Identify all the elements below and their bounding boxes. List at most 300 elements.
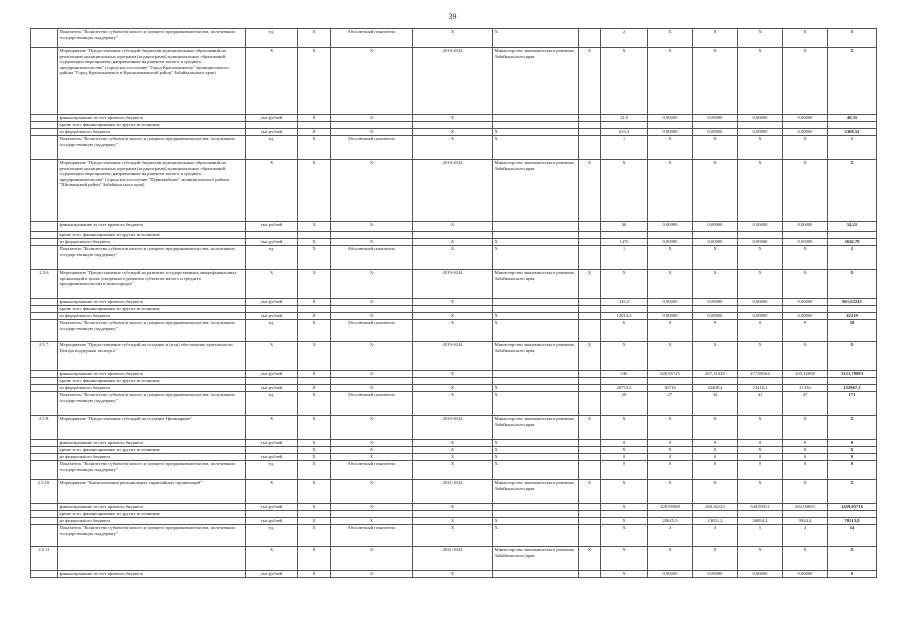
table-cell: X <box>579 416 601 440</box>
table-cell: X <box>298 525 331 547</box>
table-cell: 0,00000 <box>648 239 693 246</box>
table-cell <box>31 48 58 115</box>
table-cell: X <box>331 571 413 578</box>
table-cell: 0 <box>828 454 877 461</box>
table-cell: X <box>413 313 493 320</box>
table-cell: X <box>648 48 693 115</box>
table-cell: Абсолютный показатель <box>331 525 413 547</box>
table-cell: финансирование за счет краевого бюджета <box>58 115 246 122</box>
table-cell: 0,00000 <box>783 115 828 122</box>
table-cell <box>31 378 58 385</box>
table-cell: 457,31429 <box>693 371 738 378</box>
table-cell: X <box>331 454 413 461</box>
table-cell: финансирование за счет краевого бюджета <box>58 440 246 447</box>
table-cell: 1 <box>601 246 648 270</box>
table-cell: ед. <box>246 525 298 547</box>
table-cell: 70513,8 <box>828 518 877 525</box>
table-cell: 245,2 <box>601 299 648 306</box>
table-cell <box>579 306 601 313</box>
table-cell <box>31 299 58 306</box>
table-cell: тыс.рублей <box>246 385 298 392</box>
table-cell: Министерство экономического развития Забайкальского края <box>493 342 579 371</box>
table-cell: 861,62245 <box>828 299 877 306</box>
table-cell: Мероприятие "Предоставление субсидий бюджетам муниципальных образований на реализацию муниципальных программ (подпрограмм) муниципальных образований, содержащих мероприятия, направленные на развитие малого и среднего предпринимательства" (городское поселение "Первомайское" муниципального района "Шилкинский район" Забайкальского края) <box>58 160 246 222</box>
table-cell: 0 <box>648 320 693 342</box>
table-cell: 0,00000 <box>783 239 828 246</box>
table-cell: 2019-2024 <box>413 48 493 115</box>
table-cell: X <box>298 571 331 578</box>
table-cell: X <box>601 518 648 525</box>
table-cell <box>579 461 601 480</box>
table-cell: 1 <box>601 136 648 160</box>
table-cell: X <box>738 447 783 454</box>
table-cell: X <box>493 136 579 160</box>
table-row <box>31 129 877 136</box>
table-cell <box>31 392 58 416</box>
table-cell: X <box>579 480 601 504</box>
table-cell: X <box>493 518 579 525</box>
table-cell <box>493 504 579 511</box>
table-cell: X <box>331 480 413 504</box>
table-cell: X <box>413 454 493 461</box>
table-cell: X <box>331 504 413 511</box>
table-cell <box>31 232 58 239</box>
table-cell <box>246 378 298 385</box>
table-cell <box>298 122 331 129</box>
table-row <box>31 320 877 342</box>
table-cell <box>579 518 601 525</box>
table-cell: Показатель "Количество субъектов малого и среднего предпринимательства, получивших государственную поддержку" <box>58 29 246 48</box>
table-cell: 20 <box>601 392 648 416</box>
table-cell: X <box>246 270 298 299</box>
table-cell: 152967,2 <box>828 385 877 392</box>
table-cell: X <box>413 320 493 342</box>
table-cell: X <box>298 48 331 115</box>
table-cell: 0 <box>783 454 828 461</box>
table-row <box>31 547 877 571</box>
table-cell: X <box>298 461 331 480</box>
table-cell: X <box>738 48 783 115</box>
table-cell: Мероприятие "Предоставление субсидий бюджетам муниципальных образований на реализацию муниципальных программ (подпрограмм) муниципальных образований, содержащих мероприятия, направленные на развитие малого и среднего предпринимательства" (городское поселение "Город Краснокаменск" муниципального района "Город Краснокаменск и Краснокаменский район" Забайкальского края) <box>58 48 246 115</box>
table-cell: X <box>298 320 331 342</box>
table-row <box>31 385 877 392</box>
table-cell: кроме того, финансирование из других источников: <box>58 447 246 454</box>
table-cell: ед. <box>246 320 298 342</box>
table-cell: X <box>493 313 579 320</box>
table-cell: X <box>331 342 413 371</box>
table-cell: 171 <box>828 392 877 416</box>
table-cell: 3 <box>693 525 738 547</box>
table-cell: Министерство экономического развития Забайкальского края <box>493 547 579 571</box>
table-row <box>31 29 877 48</box>
table-cell: 0,00000 <box>738 239 783 246</box>
table-cell <box>31 385 58 392</box>
table-cell: X <box>413 392 493 416</box>
table-cell <box>493 232 579 239</box>
table-cell <box>579 246 601 270</box>
table-cell: X <box>331 385 413 392</box>
table-cell: тыс.рублей <box>246 313 298 320</box>
table-cell: X <box>783 480 828 504</box>
table-cell: 3121,78983 <box>828 371 877 378</box>
table-row <box>31 270 877 299</box>
table-cell: X <box>493 29 579 48</box>
table-cell: 2.5.10. <box>31 480 58 504</box>
table-cell: тыс.рублей <box>246 239 298 246</box>
table-cell: X <box>331 371 413 378</box>
table-cell <box>31 222 58 232</box>
table-cell <box>579 320 601 342</box>
table-cell: 54,22 <box>828 222 877 232</box>
table-cell: 202,94694 <box>783 504 828 511</box>
table-cell: X <box>828 447 877 454</box>
table-cell: 34 <box>693 392 738 416</box>
table-cell: X <box>828 160 877 222</box>
table-cell <box>298 306 331 313</box>
table-cell: X <box>601 571 648 578</box>
table-cell: X <box>331 440 413 447</box>
table-cell: 0,00000 <box>783 129 828 136</box>
table-cell: 0 <box>738 454 783 461</box>
table-cell: X <box>648 136 693 160</box>
table-cell: X <box>693 270 738 299</box>
table-cell <box>579 571 601 578</box>
table-cell: X <box>413 29 493 48</box>
table-cell: X <box>298 129 331 136</box>
table-cell: X <box>783 29 828 48</box>
table-cell: 12,9 <box>601 115 648 122</box>
table-cell: 0 <box>738 440 783 447</box>
table-cell: 0,00000 <box>648 299 693 306</box>
table-cell: X <box>648 416 693 440</box>
table-cell: 0 <box>828 440 877 447</box>
table-cell <box>31 136 58 160</box>
table-cell: 615,3 <box>601 129 648 136</box>
table-cell: X <box>493 454 579 461</box>
table-cell: тыс.рублей <box>246 222 298 232</box>
table-cell: X <box>298 416 331 440</box>
table-cell <box>579 525 601 547</box>
table-cell <box>31 122 58 129</box>
table-cell: 2021-2024 <box>413 547 493 571</box>
table-cell: X <box>298 270 331 299</box>
table-cell: X <box>493 525 579 547</box>
table-cell: Абсолютный показатель <box>331 461 413 480</box>
table-cell: X <box>601 504 648 511</box>
table-cell: тыс.рублей <box>246 115 298 122</box>
table-cell: финансирование за счет краевого бюджета <box>58 371 246 378</box>
table-cell <box>693 511 738 518</box>
table-cell: 0 <box>648 454 693 461</box>
table-cell: X <box>493 246 579 270</box>
table-cell <box>693 378 738 385</box>
table-cell: 0 <box>601 454 648 461</box>
table-cell: X <box>413 504 493 511</box>
table-cell: X <box>493 447 579 454</box>
table-cell: X <box>413 518 493 525</box>
table-cell <box>828 378 877 385</box>
table-cell: ед. <box>246 246 298 270</box>
table-cell: X <box>493 320 579 342</box>
table-cell <box>828 122 877 129</box>
table-cell: Министерство экономического развития Забайкальского края <box>493 48 579 115</box>
table-cell: X <box>579 160 601 222</box>
table-cell <box>31 239 58 246</box>
table-cell: X <box>413 447 493 454</box>
table-cell: Министерство экономического развития Забайкальского края <box>493 270 579 299</box>
table-row <box>31 371 877 378</box>
table-row <box>31 378 877 385</box>
table-cell <box>601 122 648 129</box>
table-row <box>31 313 877 320</box>
table-cell <box>413 306 493 313</box>
table-cell: 0,00000 <box>738 129 783 136</box>
table-cell <box>31 440 58 447</box>
table-cell <box>579 122 601 129</box>
table-cell <box>579 313 601 320</box>
table-cell: X <box>413 136 493 160</box>
table-cell: 0,00000 <box>783 222 828 232</box>
table-cell <box>31 115 58 122</box>
table-cell: 0,00000 <box>693 222 738 232</box>
table-cell: Мероприятие "Предоставление субсидий на создание Промпарков" <box>58 416 246 440</box>
table-cell: X <box>298 136 331 160</box>
table-cell: X <box>493 440 579 447</box>
table-cell: X <box>579 270 601 299</box>
table-cell: 12014,3 <box>601 313 648 320</box>
table-cell <box>298 511 331 518</box>
table-cell <box>693 232 738 239</box>
table-cell: 30 <box>601 222 648 232</box>
table-cell <box>579 115 601 122</box>
table-row <box>31 306 877 313</box>
table-cell: X <box>413 222 493 232</box>
table-cell <box>783 122 828 129</box>
table-cell: из федерального бюджета <box>58 239 246 246</box>
table-cell: X <box>298 299 331 306</box>
table-cell: X <box>693 160 738 222</box>
table-cell: X <box>601 160 648 222</box>
table-cell: финансирование за счет краевого бюджета <box>58 222 246 232</box>
table-cell: 27 <box>648 392 693 416</box>
table-cell: 14 <box>828 525 877 547</box>
table-cell: 2019-2024 <box>413 160 493 222</box>
table-cell: тыс.рублей <box>246 129 298 136</box>
table-cell: финансирование за счет краевого бюджета <box>58 571 246 578</box>
table-cell: 42219 <box>828 313 877 320</box>
table-cell: X <box>693 480 738 504</box>
table-cell: 2020-2024 <box>413 416 493 440</box>
table-cell <box>31 160 58 222</box>
table-cell <box>738 378 783 385</box>
table-cell: X <box>783 48 828 115</box>
table-cell <box>579 232 601 239</box>
table-cell: 0,00000 <box>648 222 693 232</box>
table-cell: X <box>693 136 738 160</box>
table-cell: X <box>298 440 331 447</box>
table-cell: Показатель "Количество субъектов малого и среднего предпринимательства, получивших государственную поддержку" <box>58 392 246 416</box>
table-cell: 0 <box>783 320 828 342</box>
table-cell: X <box>298 342 331 371</box>
table-cell <box>648 378 693 385</box>
table-cell: X <box>738 246 783 270</box>
table-cell: из федерального бюджета <box>58 313 246 320</box>
table-row <box>31 222 877 232</box>
table-cell <box>579 504 601 511</box>
table-cell: ед. <box>246 392 298 416</box>
table-cell: 420,88368 <box>648 504 693 511</box>
table-cell: 0 <box>693 461 738 480</box>
table-cell <box>31 320 58 342</box>
table-cell: X <box>298 547 331 571</box>
table-cell: из федерального бюджета <box>58 454 246 461</box>
table-cell <box>579 129 601 136</box>
table-cell <box>579 29 601 48</box>
table-cell: X <box>331 129 413 136</box>
table-cell <box>579 136 601 160</box>
table-cell <box>493 511 579 518</box>
table-cell <box>31 511 58 518</box>
table-cell: Министерство экономического развития Забайкальского края <box>493 416 579 440</box>
table-cell: X <box>738 160 783 222</box>
table-cell: 48,35 <box>828 115 877 122</box>
table-cell: 0,00000 <box>693 299 738 306</box>
table-cell <box>601 511 648 518</box>
table-cell: X <box>648 29 693 48</box>
table-row <box>31 511 877 518</box>
table-row <box>31 115 877 122</box>
table-cell: 0 <box>738 320 783 342</box>
table-cell: X <box>828 270 877 299</box>
table-cell <box>246 122 298 129</box>
table-cell: X <box>331 270 413 299</box>
table-cell: X <box>783 547 828 571</box>
table-cell <box>493 306 579 313</box>
table-cell: X <box>693 48 738 115</box>
table-cell: Мероприятие "Капитализация региональных гарантийных организаций" <box>58 480 246 504</box>
table-cell: Абсолютный показатель <box>331 136 413 160</box>
table-cell: X <box>783 416 828 440</box>
table-cell <box>579 239 601 246</box>
table-cell: 2019-2024 <box>413 342 493 371</box>
table-cell: 0 <box>828 461 877 480</box>
table-cell: 0,00000 <box>693 129 738 136</box>
table-cell: финансирование за счет краевого бюджета <box>58 299 246 306</box>
table-cell: 18 <box>828 320 877 342</box>
table-cell: 9944,4 <box>783 518 828 525</box>
table-cell <box>783 378 828 385</box>
table-cell: X <box>693 342 738 371</box>
table-cell: X <box>828 48 877 115</box>
table-cell: X <box>298 313 331 320</box>
table-cell <box>58 547 246 571</box>
table-cell: X <box>246 342 298 371</box>
table-cell: X <box>601 547 648 571</box>
table-cell: 0 <box>648 440 693 447</box>
table-cell: 0,00000 <box>738 571 783 578</box>
table-cell: X <box>413 299 493 306</box>
table-cell: 0,00000 <box>738 222 783 232</box>
table-cell: 0,00000 <box>648 129 693 136</box>
table-cell: ед. <box>246 136 298 160</box>
table-cell: тыс.рублей <box>246 571 298 578</box>
table-cell: 0 <box>783 440 828 447</box>
table-cell: X <box>783 447 828 454</box>
table-row <box>31 447 877 454</box>
table-cell: X <box>738 416 783 440</box>
table-cell: кроме того, финансирование из других источников: <box>58 232 246 239</box>
table-cell <box>783 511 828 518</box>
table-cell: X <box>783 342 828 371</box>
table-cell: X <box>601 270 648 299</box>
table-cell: тыс.рублей <box>246 299 298 306</box>
table-cell: 0,00000 <box>738 115 783 122</box>
table-cell: 0,00000 <box>738 299 783 306</box>
table-cell: X <box>298 454 331 461</box>
table-cell: из федерального бюджета <box>58 129 246 136</box>
table-row <box>31 48 877 115</box>
table-cell <box>31 525 58 547</box>
table-cell: 13051,2 <box>693 518 738 525</box>
table-cell <box>738 306 783 313</box>
table-cell <box>579 511 601 518</box>
table-cell: 0 <box>648 461 693 480</box>
table-row <box>31 461 877 480</box>
table-cell: 0,00000 <box>693 571 738 578</box>
table-cell: X <box>783 160 828 222</box>
table-cell: 2 <box>601 29 648 48</box>
table-cell <box>579 222 601 232</box>
table-cell: X <box>648 342 693 371</box>
table-cell <box>31 504 58 511</box>
table-cell <box>738 232 783 239</box>
program-table-sheet <box>30 28 876 578</box>
table-cell: 26753,5 <box>601 385 648 392</box>
table-cell: 2021-2024 <box>413 480 493 504</box>
table-cell: X <box>693 547 738 571</box>
table-cell <box>648 511 693 518</box>
table-cell: из федерального бюджета <box>58 518 246 525</box>
table-cell: X <box>693 246 738 270</box>
table-cell <box>246 306 298 313</box>
table-cell <box>738 511 783 518</box>
table-cell: X <box>738 480 783 504</box>
table-cell: ед. <box>246 461 298 480</box>
table-cell: X <box>413 440 493 447</box>
table-cell: тыс.рублей <box>246 504 298 511</box>
table-cell: Мероприятие "Предоставление субсидий на развитие государственных микрофинансовых организаций в целях ускоренного развития субъектов малого и среднего предпринимательства в моногородах" <box>58 270 246 299</box>
table-cell <box>579 371 601 378</box>
table-cell: X <box>493 385 579 392</box>
table-cell: X <box>331 115 413 122</box>
table-cell: 2 <box>828 246 877 270</box>
table-cell <box>579 378 601 385</box>
table-cell: X <box>331 518 413 525</box>
table-cell: X <box>298 371 331 378</box>
table-cell: Министерство экономического развития Забайкальского края <box>493 480 579 504</box>
table-cell <box>648 306 693 313</box>
table-cell <box>331 122 413 129</box>
table-cell: 47 <box>783 392 828 416</box>
table-cell: 0,00000 <box>783 571 828 578</box>
table-cell: Показатель "Количество субъектов малого и среднего предпринимательства, получивших государственную поддержку" <box>58 320 246 342</box>
table-row <box>31 160 877 222</box>
table-row <box>31 518 877 525</box>
table-cell: 0 <box>601 461 648 480</box>
table-cell: X <box>738 342 783 371</box>
table-cell: X <box>246 48 298 115</box>
table-cell <box>601 378 648 385</box>
